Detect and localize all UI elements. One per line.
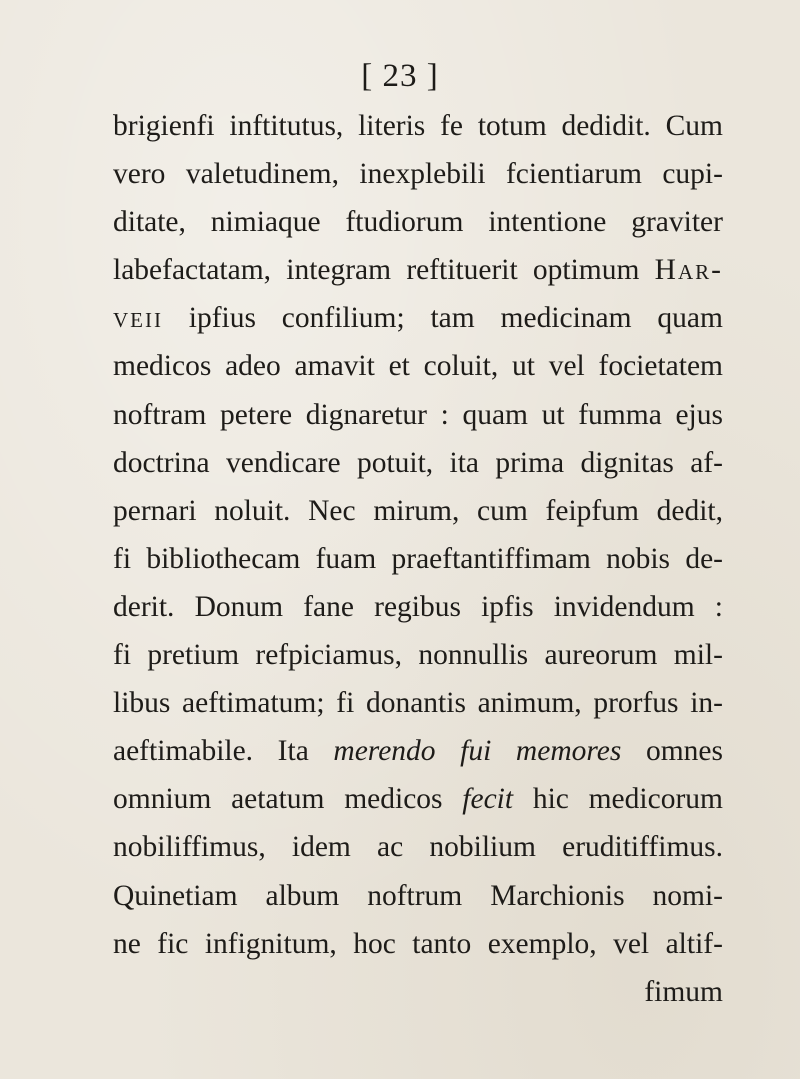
- body-text: [113, 102, 723, 1016]
- word: ipfis: [481, 590, 534, 623]
- word: ejus: [675, 398, 723, 431]
- word: coluit,: [423, 350, 499, 383]
- word: reftituerit: [406, 254, 518, 287]
- word: prima: [495, 446, 565, 479]
- word: idem: [291, 831, 351, 864]
- word: inexplebili: [359, 158, 486, 191]
- word: ac: [377, 831, 404, 864]
- word: praeftantiffimam: [391, 542, 591, 575]
- word: noluit.: [214, 494, 291, 527]
- word: animum,: [477, 687, 582, 720]
- word: fane: [303, 590, 354, 623]
- word: dedidit.: [561, 110, 651, 142]
- word: quam: [657, 302, 723, 335]
- word: mirum,: [373, 494, 460, 527]
- word: exemplo,: [487, 927, 597, 960]
- word: literis: [358, 110, 426, 142]
- word: focietatem: [598, 350, 723, 383]
- text-line: [113, 102, 723, 150]
- text-line: [113, 535, 723, 583]
- word: integram: [286, 254, 392, 287]
- word: hic: [532, 783, 569, 816]
- word: Ita: [277, 735, 309, 768]
- word: confilium;: [281, 302, 405, 335]
- word: doctrina: [113, 446, 210, 479]
- word: fui: [460, 735, 492, 768]
- word: nobilium: [429, 831, 536, 864]
- word: altif-: [665, 927, 723, 960]
- word: refpiciamus,: [255, 639, 403, 672]
- word: Quinetiam: [113, 879, 238, 912]
- word: nomi-: [652, 879, 723, 912]
- word: album: [265, 879, 340, 912]
- word: :: [714, 590, 723, 623]
- word: ut: [541, 398, 565, 431]
- word: donantis: [365, 687, 466, 720]
- word: cum: [477, 494, 528, 527]
- word: medicorum: [588, 783, 723, 816]
- word: fuam: [315, 542, 377, 575]
- word: nobis: [606, 542, 671, 575]
- word: ditate,: [113, 206, 186, 239]
- word: petere: [220, 398, 293, 431]
- word: af-: [690, 446, 723, 479]
- word: fi: [113, 639, 132, 672]
- word: mil-: [673, 639, 723, 672]
- word: amavit: [294, 350, 375, 383]
- word: vendicare: [225, 446, 341, 479]
- word: Cum: [665, 110, 723, 142]
- word: ne: [113, 927, 141, 960]
- page-number: [ 23 ]: [361, 58, 439, 94]
- word: Marchionis: [490, 879, 625, 912]
- word: graviter: [631, 206, 723, 239]
- catchword-line: [113, 968, 723, 1016]
- text-line: [113, 246, 723, 294]
- word: ftudiorum: [345, 206, 464, 239]
- word: invidendum: [553, 590, 695, 623]
- word: dedit,: [656, 494, 723, 527]
- word: dignitas: [580, 446, 674, 479]
- word: nimiaque: [210, 206, 321, 239]
- word: valetudinem,: [185, 158, 340, 191]
- catchword: fimum: [644, 975, 723, 1008]
- word: tam: [430, 302, 475, 335]
- word: ita: [449, 446, 480, 479]
- text-line: [113, 727, 723, 775]
- word: adeo: [225, 350, 281, 383]
- text-line: [113, 872, 723, 920]
- word: ipfius: [188, 302, 256, 335]
- word: aeftimabile.: [113, 735, 254, 768]
- text-line: [113, 920, 723, 968]
- word: memores: [515, 735, 622, 768]
- word: fecit: [462, 783, 514, 816]
- word: Nec: [308, 494, 356, 527]
- text-line: [113, 583, 723, 631]
- word: fcientiarum: [505, 158, 642, 191]
- word: quam: [462, 398, 528, 431]
- word: eruditiffimus.: [562, 831, 723, 864]
- word: de-: [685, 542, 723, 575]
- text-line: [113, 391, 723, 439]
- word: inftitutus,: [229, 110, 344, 142]
- word: aureorum: [544, 639, 658, 672]
- text-line: [113, 631, 723, 679]
- word: fi: [336, 687, 355, 720]
- word: vel: [548, 350, 585, 383]
- word: intentione: [488, 206, 607, 239]
- word: brigienfi: [113, 110, 215, 142]
- word: et: [388, 350, 410, 383]
- word: feipfum: [545, 494, 639, 527]
- word: noftram: [113, 398, 207, 431]
- text-line: [113, 342, 723, 390]
- word: fe: [440, 110, 464, 142]
- word: medicos: [344, 783, 443, 816]
- word: ut: [511, 350, 535, 383]
- text-line: [113, 150, 723, 198]
- word: prorfus: [593, 687, 679, 720]
- word: fumma: [578, 398, 662, 431]
- word: aeftimatum;: [182, 687, 325, 720]
- word: veii: [113, 302, 163, 335]
- word: libus: [113, 687, 171, 720]
- word: fi: [113, 542, 132, 575]
- word: hoc: [353, 927, 396, 960]
- text-line: [113, 679, 723, 727]
- word: derit.: [113, 590, 175, 623]
- word: dignaretur: [305, 398, 427, 431]
- word: potuit,: [356, 446, 434, 479]
- text-line: [113, 198, 723, 246]
- word: merendo: [333, 735, 436, 768]
- word: regibus: [374, 590, 461, 623]
- text-line: [113, 439, 723, 487]
- text-line: [113, 487, 723, 535]
- word: nonnullis: [418, 639, 529, 672]
- word: :: [440, 398, 449, 431]
- word: infignitum,: [204, 927, 337, 960]
- text-line: [113, 775, 723, 823]
- word: pretium: [147, 639, 240, 672]
- word: cupi-: [662, 158, 723, 191]
- word: vel: [613, 927, 650, 960]
- word: omnium: [113, 783, 212, 816]
- word: Donum: [194, 590, 284, 623]
- word: optimum: [532, 254, 640, 287]
- word: Har-: [654, 254, 723, 287]
- word: aetatum: [231, 783, 325, 816]
- word: in-: [690, 687, 723, 720]
- word: medicos: [113, 350, 212, 383]
- word: noftrum: [367, 879, 463, 912]
- word: tanto: [412, 927, 472, 960]
- word: labefactatam,: [113, 254, 272, 287]
- word: totum: [477, 110, 547, 142]
- word: omnes: [645, 735, 723, 768]
- word: medicinam: [500, 302, 632, 335]
- word: bibliothecam: [146, 542, 301, 575]
- word: fic: [157, 927, 189, 960]
- text-line: [113, 294, 723, 342]
- text-line: [113, 823, 723, 871]
- word: vero: [113, 158, 166, 191]
- word: nobiliffimus,: [113, 831, 266, 864]
- word: pernari: [113, 494, 197, 527]
